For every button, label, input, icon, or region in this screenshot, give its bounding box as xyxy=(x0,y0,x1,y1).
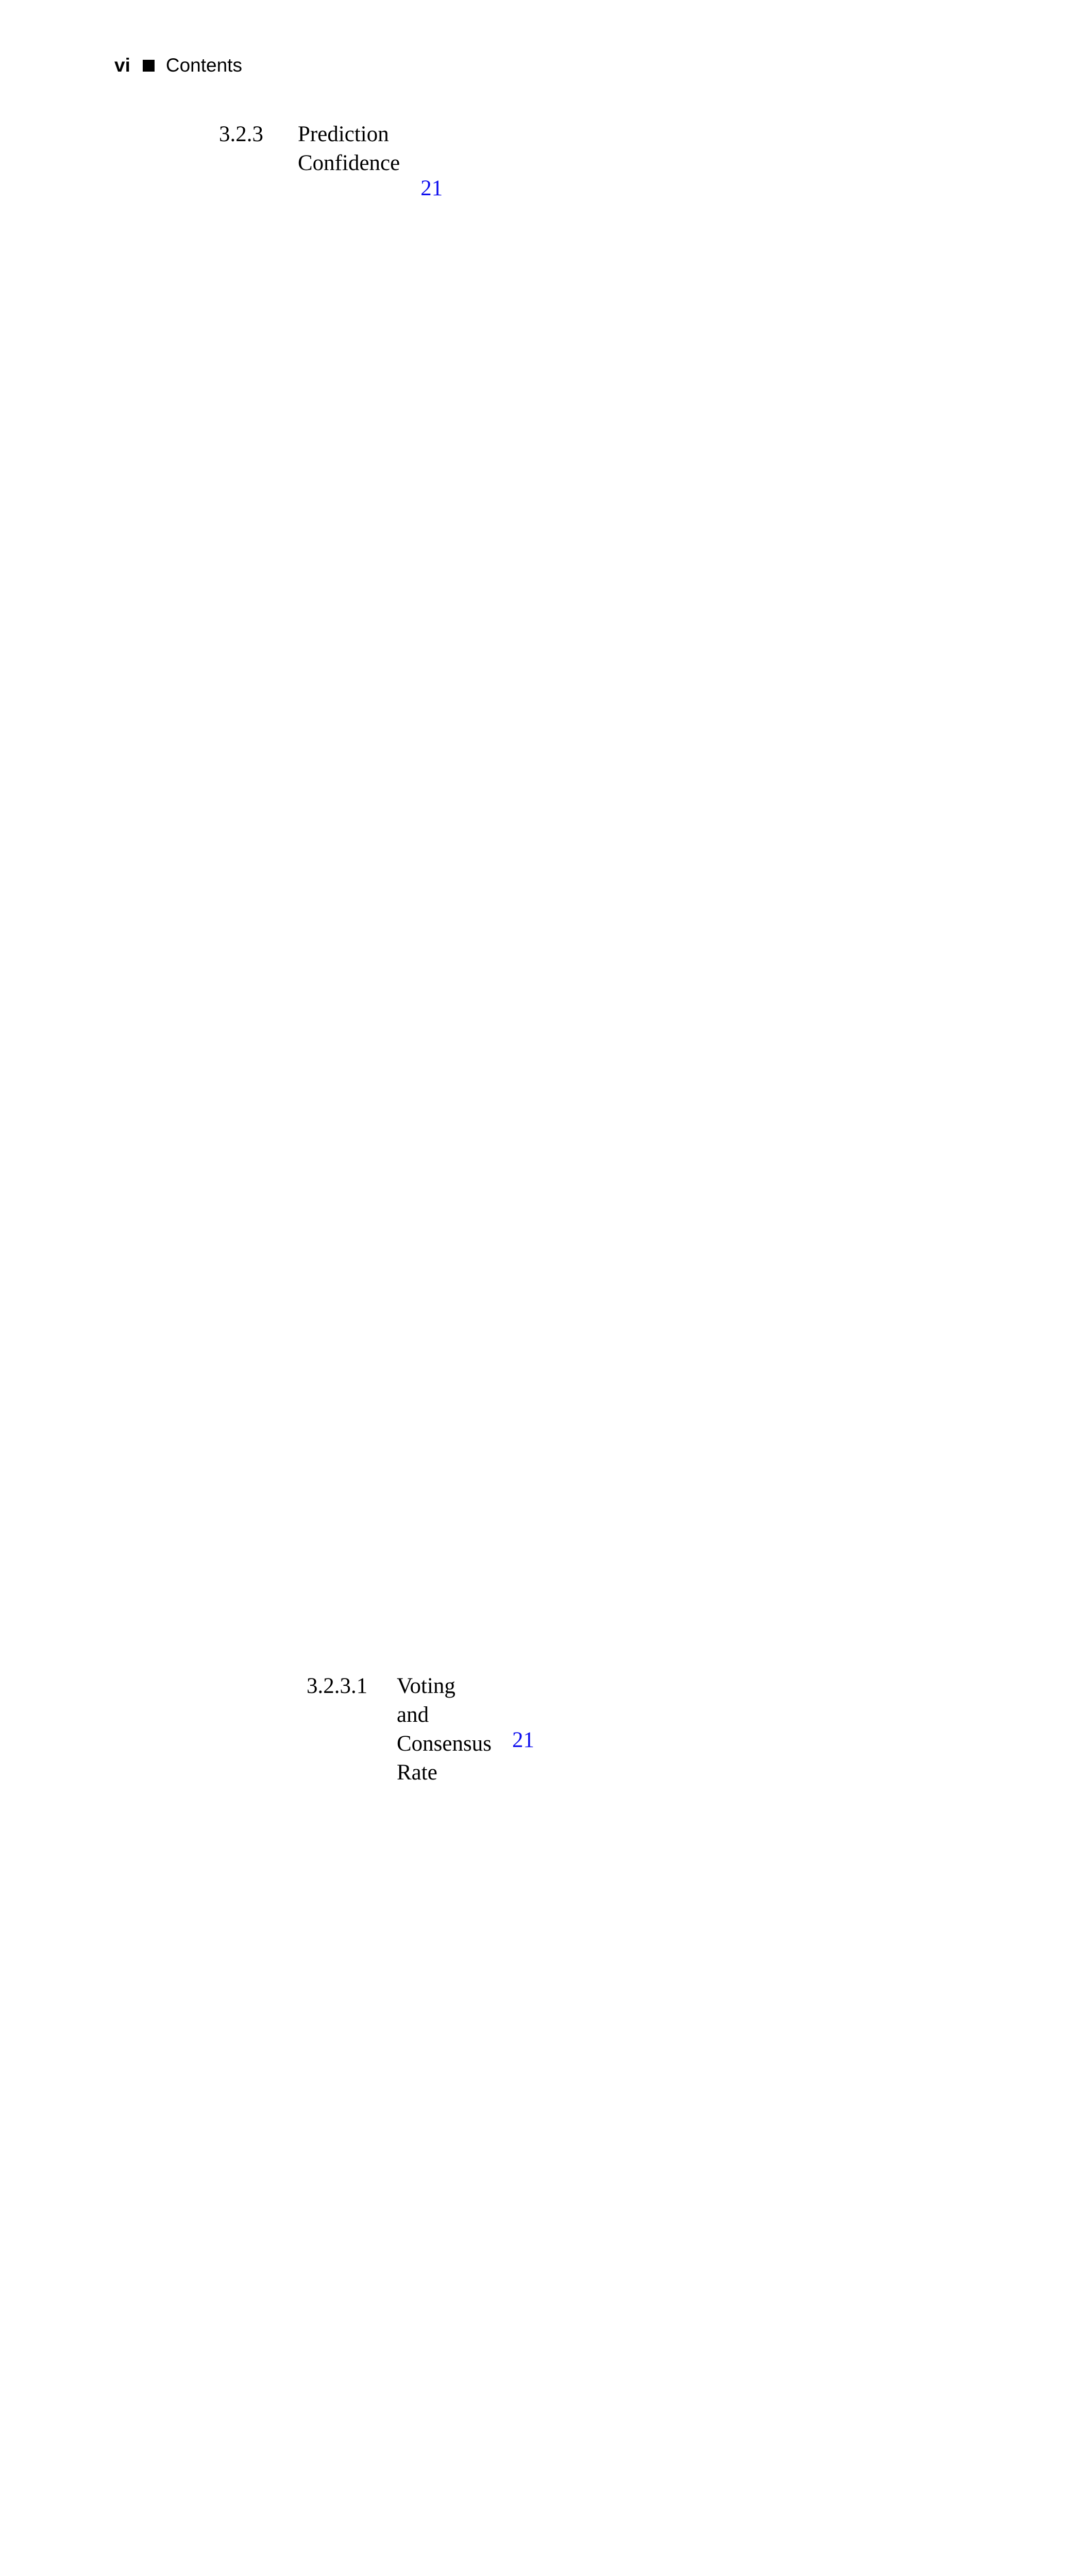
page-header xyxy=(114,54,953,77)
toc-entry-page-link[interactable]: 21 xyxy=(492,1672,953,2576)
toc-entry-number: 3.2.3.1 xyxy=(307,1674,368,1698)
toc-entry-title: Prediction Confidence xyxy=(298,122,400,175)
square-bullet-icon xyxy=(143,60,155,72)
toc-entry-number: 3.2.3 xyxy=(219,122,263,146)
toc-entry xyxy=(114,1672,953,2576)
folio-page-number: vi xyxy=(114,55,130,76)
toc-entry-title: Voting and Consensus Rate xyxy=(397,1674,492,1785)
table-of-contents xyxy=(114,120,953,2576)
toc-entry xyxy=(114,120,953,1666)
toc-section-chapter3 xyxy=(114,120,953,2576)
toc-entry-page-link[interactable]: 21 xyxy=(400,120,953,1666)
running-header-title: Contents xyxy=(165,55,242,76)
